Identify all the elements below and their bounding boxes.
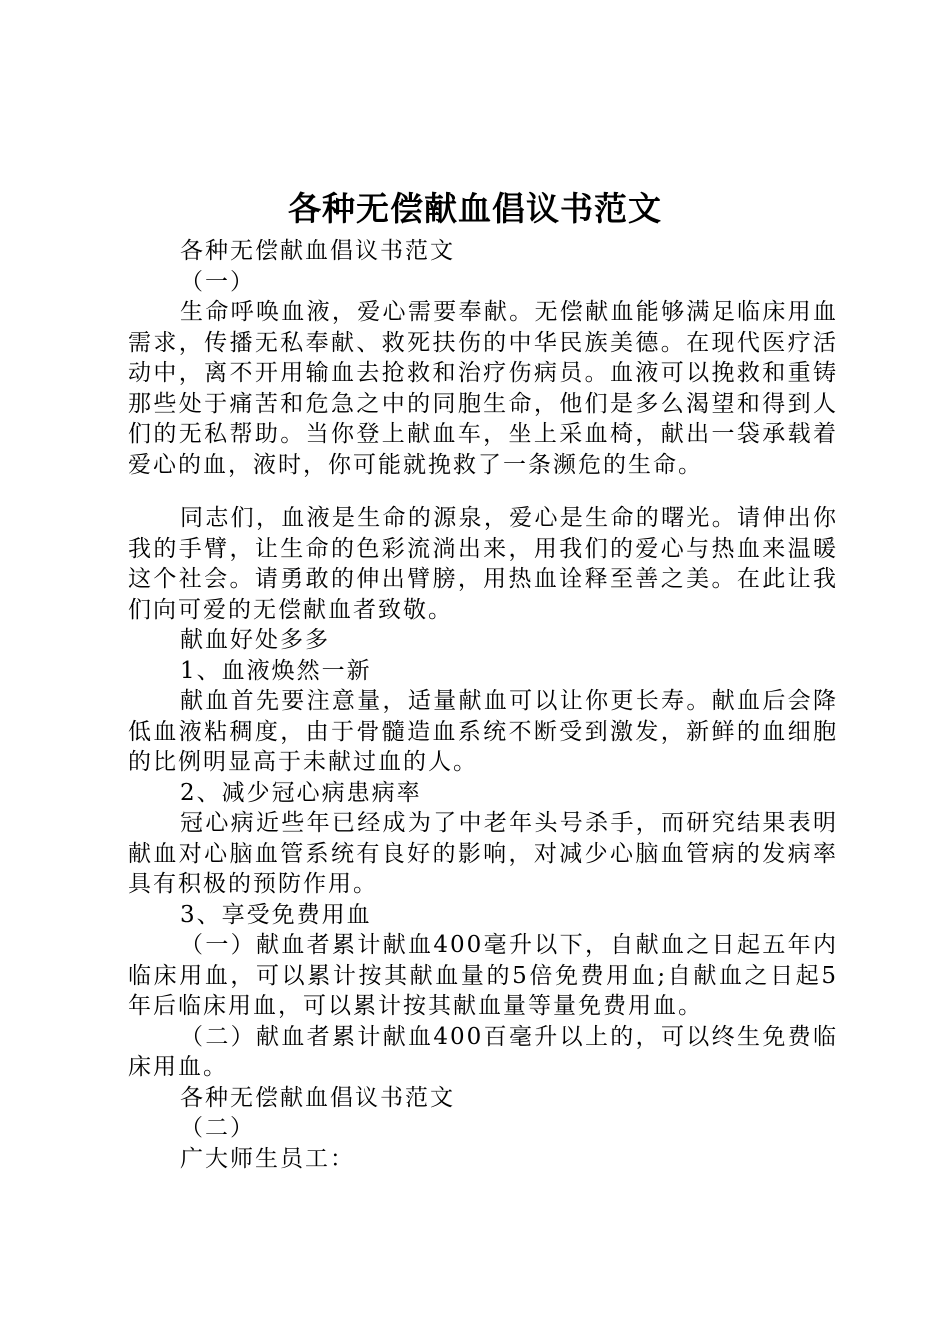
subtitle-line-second: 各种无偿献血倡议书范文: [180, 1084, 455, 1111]
paragraph-appeal: 同志们，血液是生命的源泉，爱心是生命的曙光。请伸出你我的手臂，让生命的色彩流淌出来，用我们的爱心与热血来温暖这个社会。请勇敢的伸出臂膀，用热血诠释至善之美。在此让我们向可爱的无偿献血者致敬。: [128, 505, 838, 623]
heading-benefit-3: 3、享受免费用血: [180, 901, 372, 928]
heading-benefit-2: 2、减少冠心病患病率: [180, 779, 422, 806]
document-title: 各种无偿献血倡议书范文: [288, 189, 662, 228]
paragraph-benefit-2: 冠心病近些年已经成为了中老年头号杀手，而研究结果表明献血对心脑血管系统有良好的影响，对减少心脑血管病的发病率具有积极的预防作用。: [128, 810, 838, 897]
paragraph-benefit-3a: （一）献血者累计献血400毫升以下，自献血之日起五年内临床用血，可以累计按其献血量的5倍免费用血;自献血之日起5年后临床用血，可以累计按其献血量等量免费用血。: [128, 932, 839, 1019]
section-marker-one: （一）: [180, 268, 255, 295]
heading-benefits: 献血好处多多: [180, 627, 330, 653]
document-body: [128, 236, 838, 1174]
paragraph-gap: [128, 480, 838, 503]
paragraph-benefit-3b: （二）献血者累计献血400百毫升以上的，可以终生免费临床用血。: [128, 1023, 838, 1080]
salutation: 广大师生员工：: [180, 1145, 355, 1172]
paragraph-benefit-1: 献血首先要注意量，适量献血可以让你更长寿。献血后会降低血液粘稠度，由于骨髓造血系统不断受到激发，新鲜的血细胞的比例明显高于未献过血的人。: [128, 688, 838, 775]
heading-benefit-1: 1、血液焕然一新: [180, 657, 372, 684]
subtitle-line: 各种无偿献血倡议书范文: [180, 238, 455, 264]
paragraph-intro: 生命呼唤血液，爱心需要奉献。无偿献血能够满足临床用血需求，传播无私奉献、救死扶伤的中华民族美德。在现代医疗活动中，离不开用输血去抢救和治疗伤病员。血液可以挽救和重铸那些处于痛苦和危急之中的同胞生命，他们是多么渴望和得到人们的无私帮助。当你登上献血车，坐上采血椅，献出一袋承载着爱心的血，液时，你可能就挽救了一条濒危的生命。: [128, 299, 838, 478]
section-marker-two: （二）: [180, 1115, 255, 1141]
